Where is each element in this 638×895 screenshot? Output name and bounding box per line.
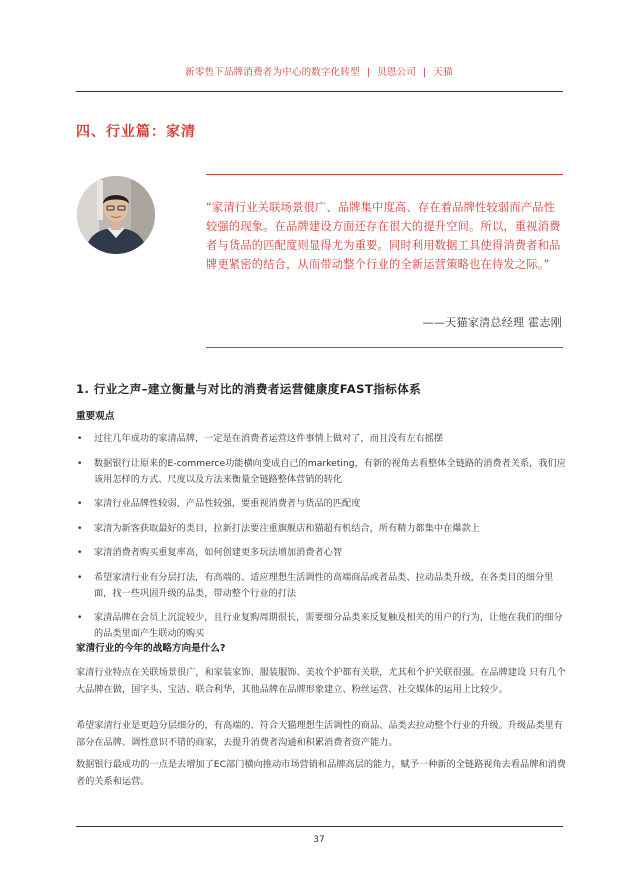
header-separator: |	[366, 67, 371, 78]
header-separator: |	[423, 67, 427, 78]
list-item	[76, 610, 566, 642]
list-item-text: 家清行业品牌性较弱，产品性较强，要重视消费者与货品的匹配度	[94, 498, 361, 509]
list-item	[76, 521, 566, 537]
strategy-paragraph: 希望家清行业是更趋分层细分的，有高端的、符合天猫理想生活调性的商品、品类去拉动整个行业的升级。升级品类里有部分在品牌、调性意识不错的商家，去提升消费者沟通和积累消费者资产能力。	[76, 720, 563, 748]
bullet-icon: •	[77, 612, 83, 623]
strategy-paragraph: 家清行业特点在关联场景很广，和家装家饰、服装服饰、美妆个护都有关联，尤其和个护关联很强。在品牌建设 只有几个大品牌在做，国字头、宝洁、联合利华，其他品牌在品牌形象建立、粉丝运营、社交媒体的运用上比较少。	[76, 667, 566, 695]
avatar	[77, 176, 155, 254]
footer-rule	[76, 826, 563, 827]
list-item-text: 数据银行让原来的E-commerce功能横向变成自己的marketing，有新的视角去看整体全链路的消费者关系，我们应该用怎样的方式、尺度以及方法来衡量全链路整体营销的转化	[94, 457, 566, 485]
page-number: 37	[313, 835, 325, 845]
bullet-icon: •	[77, 433, 83, 444]
pull-quote: “家清行业关联场景很广、品牌集中度高、存在着品牌性较弱而产品性较强的现象。在品牌建设方面还存在很大的提升空间。所以，重视消费者与货品的匹配度则显得尤为重要。同时利用数据工具使得消费者和品牌更紧密的结合，从而带动整个行业的全新运营策略也在待发之际。”	[206, 201, 561, 271]
header-org-bain: 贝恩公司	[377, 67, 416, 78]
list-item	[76, 545, 566, 561]
bullet-icon: •	[77, 457, 83, 469]
list-item-text: 家清消费者购买重复率高，如何创建更多玩法增加消费者心智	[94, 547, 343, 558]
header-rule	[76, 91, 563, 92]
key-points-label: 重要观点	[76, 411, 115, 422]
list-item	[76, 456, 566, 488]
list-item	[76, 570, 566, 602]
bullet-icon: •	[77, 522, 83, 534]
quote-attribution: ——天猫家清总经理 霍志刚	[422, 316, 562, 329]
portrait-photo	[77, 176, 155, 254]
section-title: 四、行业篇：家清	[76, 124, 196, 140]
list-item-text: 家清为新客获取最好的类目，拉新打法要注重旗舰店和猫超有机结合，所有精力都集中在爆款上	[94, 522, 480, 534]
running-header	[0, 64, 638, 78]
subsection-heading: 1. 行业之声–建立衡量与对比的消费者运营健康度FAST指标体系	[76, 382, 422, 396]
header-org-tmall: 天猫	[433, 67, 453, 78]
quote-rule-bottom	[206, 347, 563, 348]
list-item	[76, 431, 566, 447]
key-points-list	[76, 431, 566, 651]
bullet-icon: •	[77, 547, 83, 558]
bullet-icon: •	[77, 498, 83, 509]
bullet-icon: •	[77, 571, 83, 583]
list-item-text: 家清品牌在会员上沉淀较少，且行业复购周期很长，需要细分品类来反复触及相关的用户的行为，让他在我们的细分的品类里面产生联动的购买	[94, 612, 563, 639]
quote-rule-top	[206, 174, 563, 175]
header-title: 新零售下品牌消费者为中心的数字化转型	[185, 67, 360, 78]
list-item-text: 过往几年成功的家清品牌，一定是在消费者运营这件事情上做对了，而且没有左右摇摆	[94, 433, 444, 444]
strategy-paragraph: 数据银行最成功的一点是去增加了EC部门横向推动市场营销和品牌高层的能力，赋予一种新的全链路视角去看品牌和消费者的关系和运营。	[76, 759, 566, 787]
list-item	[76, 496, 566, 512]
strategy-heading: 家清行业的今年的战略方向是什么?	[76, 643, 226, 654]
list-item-text: 希望家清行业有分层打法，有高端的、适应理想生活调性的高端商品或者品类、拉动品类升级，在各类目的细分里面，找一些巩固升级的品类，带动整个行业的打法	[94, 571, 554, 599]
